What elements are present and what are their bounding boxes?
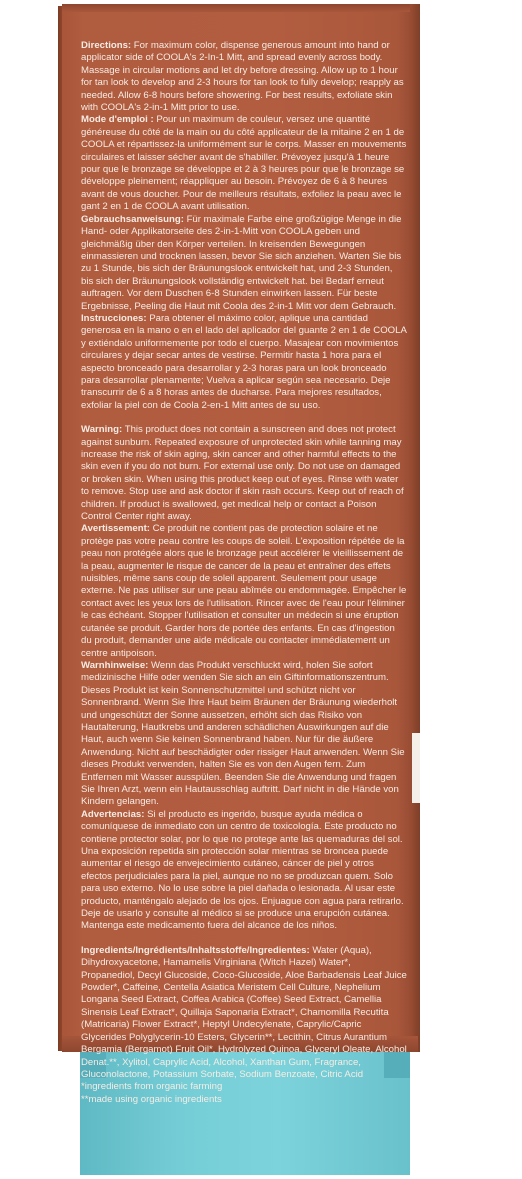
warning-en: Warning: This product does not contain a sunscreen and does not protect against sunburn. Repeated exposure of unprotected skin while tanning may increase the risk of skin aging, skin cancer and other harmful effects to the skin even if you do not burn. For external use only. Do not use on damaged or broken skin. When using this product keep out of eyes. Rinse with water to remove. Stop use and ask doctor if skin rash occurs. Keep out of reach of children. If product is swallowed, get medical help or contact a Poison Control Center right away.	[81, 424, 404, 523]
directions-fr: Mode d'emploi : Pour un maximum de couleur, versez une quantité généreuse du côté de la main ou du côté applicateur de la mitaine 2 en 1 de COOLA et répartissez-la uniformément sur le corps. Masser en mouvements circulaires et laisser sécher avant de s'habiller. Prévoyez jusqu'à 1 heure pour que le bronzage se développe et 2 à 3 heures pour que le bronzage se développe pleinement; réappliquer au besoin. Prévoyez de 6 à 8 heures avant de vous doucher. Pour de meilleurs résultats, exfoliez la peau avec le gant 2 en 1 de COOLA avant utilisation.	[81, 114, 407, 213]
directions-de: Gebrauchsanweisung: Für maximale Farbe eine großzügige Menge in die Hand- oder Applikatorseite des 2-in-1-Mitt von COOLA geben und gleichmäßig über den Körper verteilen. In kreisenden Bewegungen einmassieren und trocknen lassen, bevor Sie sich anziehen. Warten Sie bis zu 1 Stunde, bis sich der Bräunungslook entwickelt hat, und 2-3 Stunden, bis sich der Bräunungslook vollständig entwickelt hat. bei Bedarf erneut auftragen. Vor dem Duschen 6-8 Stunden einwirken lassen. Für beste Ergebnisse, Peeling die Haut mit Coola des 2-in-1 Mitt vor dem Gebrauch.	[81, 213, 402, 312]
box-top-edge	[62, 4, 420, 12]
directions-en: Directions: For maximum color, dispense generous amount into hand or applicator side of COOLA's 2-In-1 Mitt, and spread evenly across body. Massage in circular motions and let dry before dressing. Allow up to 1 hour for tan look to develop and 2-3 hours for tan look to fully develop; reapply as needed. Allow 6-8 hours before showering. For best results, exfoliate skin with COOLA's 2-in-1 Mitt prior to use.	[81, 40, 404, 114]
section-gap	[81, 412, 407, 424]
ingredients-footnote-organic: *ingredients from organic farming	[81, 1081, 223, 1093]
label-text	[81, 40, 407, 1106]
section-gap	[81, 933, 407, 945]
box-right-edge	[410, 4, 420, 1052]
warning-es: Advertencias: Si el producto es ingerido, busque ayuda médica o comuníquese de inmediato con un centro de toxicología. Este producto no contiene protector solar, por lo que no protege ante las quemaduras del sol. Una exposición repetida sin protección solar mientras se broncea puede aumentar el riesgo de envejecimiento cutáneo, cáncer de piel y otros efectos perjudiciales para la piel, aunque no no se produzcan quem. Solo para uso externo. No lo use sobre la piel dañada o lesionada. Al usar este producto, manténgalo alejado de los ojos. Enjuague con agua para retirarlo. Deje de usarlo y consulte al médico si se produce una erupción cutánea. Mantenga este medicamento fuera del alcance de los niños.	[81, 808, 404, 932]
warning-de: Warnhinweise: Wenn das Produkt verschluckt wird, holen Sie sofort medizinische Hilfe oder wenden Sie sich an ein Giftinformationszentrum. Dieses Produkt ist kein Sonnenschutzmittel und schützt nicht vor Sonnenbrand. Wenn Sie Ihre Haut beim Bräunen der Bräunung wiederholt und ungeschützt der Sonne aussetzen, erhöht sich das Risiko von Hautalterung, Hautkrebs und anderen schädlichen Auswirkungen auf die Haut, auch wenn Sie keinen Sonnenbrand haben. Nur für die äußere Anwendung. Nicht auf beschädigter oder rissiger Haut anwenden. Wenn Sie dieses Produkt verwenden, halten Sie es von den Augen fern. Zum Entfernen mit Wasser ausspülen. Beenden Sie die Anwendung und fragen Sie Ihren Arzt, wenn ein Hautausschlag auftritt. Darf nicht in die Hände von Kindern gelangen.	[81, 659, 405, 808]
ingredients: Ingredients/Ingrédients/Inhaltsstoffe/Ingredientes: Water (Aqua), Dihydroxyacetone, Hamamelis Virginiana (Witch Hazel) Water*, Propanediol, Decyl Glucoside, Coco-Glucoside, Aloe Barbadensis Leaf Juice Powder*, Caffeine, Centella Asiatica Meristem Cell Culture, Nephelium Longana Seed Extract, Coffea Arabica (Coffee) Seed Extract, Camellia Sinensis Leaf Extract*, Quillaja Saponaria Extract*, Chamomilla Recutita (Matricaria) Flower Extract*, Heptyl Undecylenate, Caprylic/Capric Glycerides Polyglycerin-10 Esters, Glycerin**, Lecithin, Citrus Aurantium Bergamia (Bergamot) Fruit Oil*, Hydrolyzed Quinoa, Glyceryl Oleate, Alcohol Denat.**, Xylitol, Caprylic Acid, Alcohol, Xanthan Gum, Fragrance, Gluconolactone, Potassium Sorbate, Sodium Benzoate, Citric Acid	[81, 944, 407, 1080]
directions-es: Instrucciones: Para obtener el máximo color, aplique una cantidad generosa en la mano o en el lado del aplicador del guante 2 en 1 de COOLA y extiéndalo uniformemente por todo el cuerpo. Masajear con movimientos circulares y dejar secar antes de vestirse. Permitir hasta 1 hora para el aspecto bronceado para desarrollar y 2-3 horas para un look bronceado para desarrollar plenamente; Vuelva a aplicar según sea necesario. Deje transcurrir de 6 a 8 horas antes de ducharse. Para mejores resultados, exfoliar la piel con de Coola 2-en-1 Mitt antes de su uso.	[81, 312, 407, 411]
ingredients-footnote-made-organic: **made using organic ingredients	[81, 1093, 222, 1105]
box-side-label	[412, 733, 420, 803]
warning-fr: Avertissement: Ce produit ne contient pas de protection solaire et ne protège pas votre peau contre les coups de soleil. L'exposition répétée de la peau non protégée alors que le bronzage peut accélérer le vieillissement de la peau, augmenter le risque de cancer de la peau et entraîner des effets nuisibles, même sans coup de soleil apparent. Seulement pour usage externe. Ne pas utiliser sur une peau abîmée ou endommagée. Empêcher le contact avec les yeux lors de l'utilisation. Rincer avec de l'eau pour l'éliminer le cas échéant. Stopper l'utilisation et consulter un médecin si une éruption cutanée se produit. Garder hors de portée des enfants. En cas d'ingestion du produit, demander une aide médicale ou contacter immédiatement un centre antipoison.	[81, 523, 407, 659]
